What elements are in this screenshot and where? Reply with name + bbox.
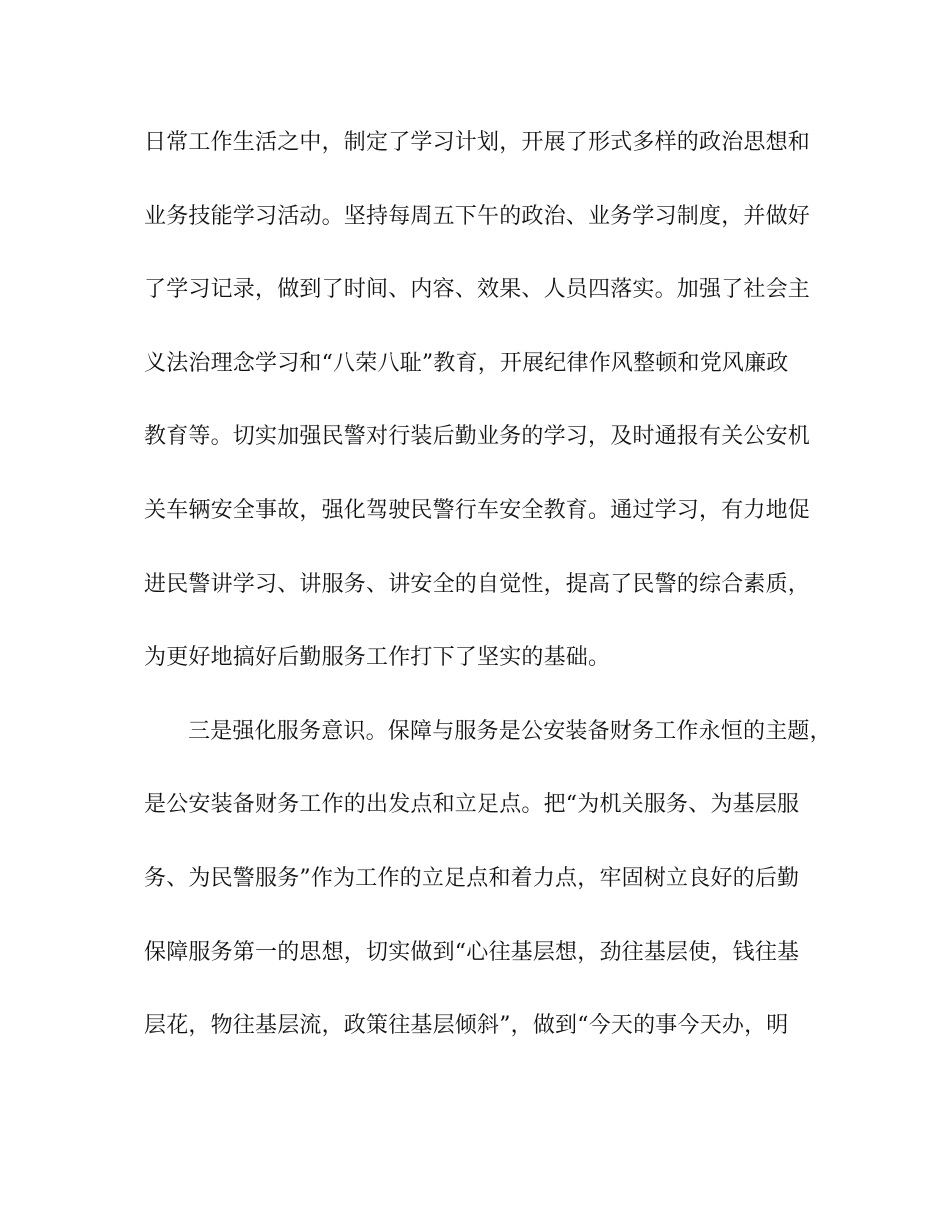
paragraph-start-line: 三是强化服务意识。保障与服务是公安装备财务工作永恒的主题， bbox=[188, 718, 832, 744]
text-line: 为更好地搞好后勤服务工作打下了坚实的基础。 bbox=[144, 645, 611, 671]
text-line: 保障服务第一的思想，切实做到“心往基层想，劲往基层使，钱往基 bbox=[144, 939, 800, 965]
text-line: 教育等。切实加强民警对行装后勤业务的学习，及时通报有关公安机 bbox=[144, 424, 811, 450]
text-line: 业务技能学习活动。坚持每周五下午的政治、业务学习制度，并做好 bbox=[144, 203, 811, 229]
body-text bbox=[144, 120, 832, 1077]
text-line: 关车辆安全事故，强化驾驶民警行车安全教育。通过学习，有力地促 bbox=[144, 497, 811, 523]
text-line: 了学习记录，做到了时间、内容、效果、人员四落实。加强了社会主 bbox=[144, 277, 811, 303]
text-line: 义法治理念学习和“八荣八耻”教育，开展纪律作风整顿和党风廉政 bbox=[144, 350, 789, 376]
text-line: 日常工作生活之中，制定了学习计划，开展了形式多样的政治思想和 bbox=[144, 130, 811, 155]
text-line: 务、为民警服务”作为工作的立足点和着力点，牢固树立良好的后勤 bbox=[144, 865, 800, 891]
text-line: 层花，物往基层流，政策往基层倾斜”，做到“今天的事今天办，明 bbox=[144, 1013, 789, 1039]
text-line: 是公安装备财务工作的出发点和立足点。把“为机关服务、为基层服 bbox=[144, 792, 800, 818]
text-line: 进民警讲学习、讲服务、讲安全的自觉性，提高了民警的综合素质， bbox=[144, 571, 811, 597]
